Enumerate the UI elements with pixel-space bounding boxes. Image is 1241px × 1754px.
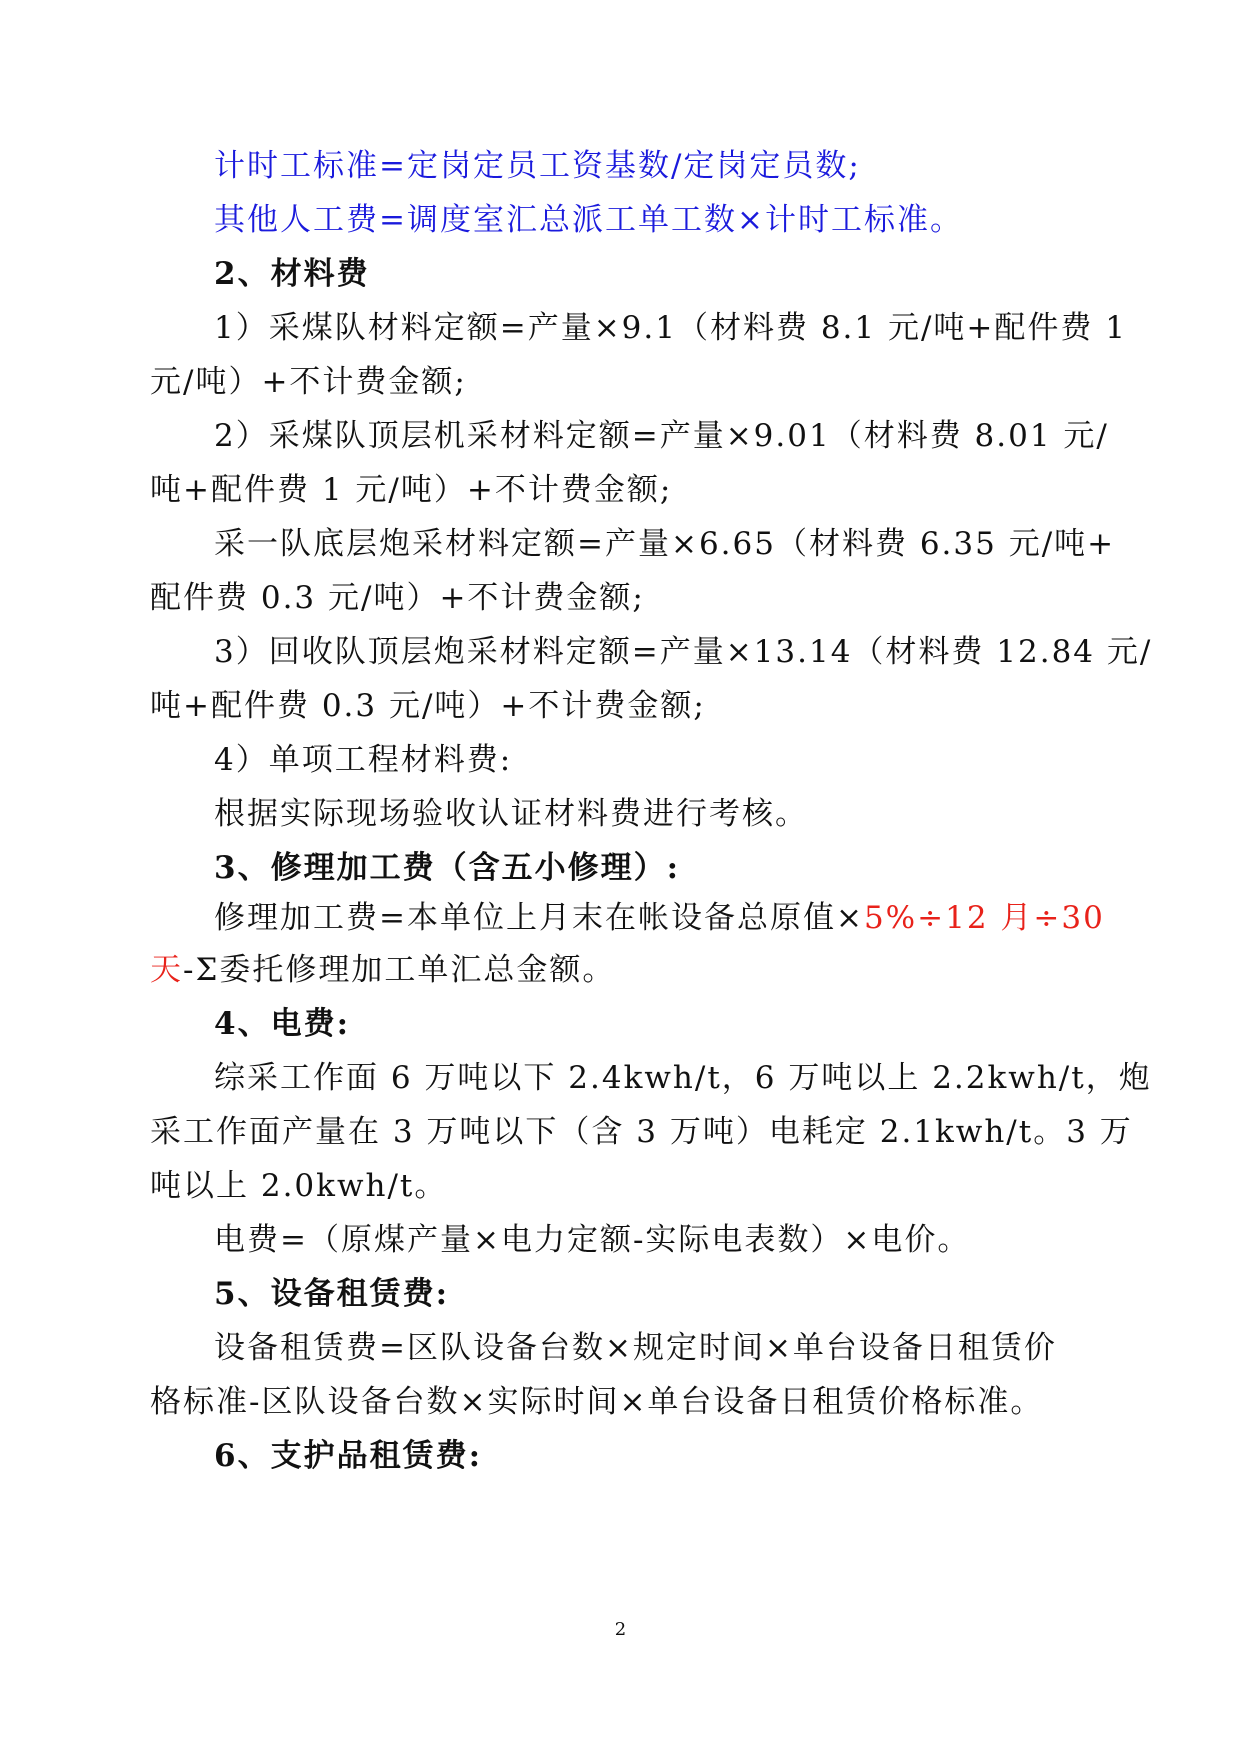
- material-rule-2b-line-2: 配件费 0.3 元/吨）+不计费金额;: [150, 580, 645, 616]
- electricity-rule-line-3: 吨以上 2.0kwh/t。: [150, 1168, 448, 1204]
- material-rule-2-line-1: 2）采煤队顶层机采材料定额=产量×9.01（材料费 8.01 元/: [214, 418, 1109, 454]
- electricity-formula: 电费=（原煤产量×电力定额-实际电表数）×电价。: [214, 1222, 971, 1258]
- formula-hourly-wage-standard: 计时工标准=定岗定员工资基数/定岗定员数;: [214, 148, 861, 184]
- section-heading-repair-cost: 3、修理加工费（含五小修理）:: [214, 850, 681, 886]
- page-number: 2: [614, 1619, 627, 1640]
- section-heading-material-cost: 2、材料费: [214, 256, 370, 292]
- material-rule-3-line-2: 吨+配件费 0.3 元/吨）+不计费金额;: [150, 688, 706, 724]
- repair-formula-highlight: 5%÷12 月÷30: [863, 900, 1105, 936]
- repair-formula-line-2: [150, 950, 1110, 990]
- repair-formula-line-1: [214, 898, 1110, 938]
- material-rule-3-line-1: 3）回收队顶层炮采材料定额=产量×13.14（材料费 12.84 元/: [214, 634, 1153, 670]
- material-rule-4: 4）单项工程材料费:: [214, 742, 513, 778]
- section-heading-electricity-cost: 4、电费:: [214, 1006, 351, 1042]
- repair-formula-highlight-day: 天: [150, 952, 183, 988]
- formula-other-labor-cost: 其他人工费=调度室汇总派工单工数×计时工标准。: [214, 202, 963, 238]
- material-rule-2-line-2: 吨+配件费 1 元/吨）+不计费金额;: [150, 472, 673, 508]
- material-rule-1-line-2: 元/吨）+不计费金额;: [150, 364, 467, 400]
- section-heading-equipment-lease: 5、设备租赁费:: [214, 1276, 450, 1312]
- material-rule-1-line-1: 1）采煤队材料定额=产量×9.1（材料费 8.1 元/吨+配件费 1: [214, 310, 1127, 346]
- equipment-lease-formula-line-1: 设备租赁费=区队设备台数×规定时间×单台设备日租赁价: [214, 1330, 1057, 1366]
- section-heading-support-lease: 6、支护品租赁费:: [214, 1438, 483, 1474]
- electricity-rule-line-1: 综采工作面 6 万吨以下 2.4kwh/t，6 万吨以上 2.2kwh/t，炮: [214, 1060, 1152, 1096]
- repair-formula-text-2: -Σ委托修理加工单汇总金额。: [183, 952, 616, 988]
- equipment-lease-formula-line-2: 格标准-区队设备台数×实际时间×单台设备日租赁价格标准。: [150, 1384, 1044, 1420]
- material-rule-2b-line-1: 采一队底层炮采材料定额=产量×6.65（材料费 6.35 元/吨+: [214, 526, 1116, 562]
- material-rule-4-detail: 根据实际现场验收认证材料费进行考核。: [214, 796, 808, 832]
- repair-formula-text: 修理加工费=本单位上月末在帐设备总原值×: [214, 900, 864, 936]
- electricity-rule-line-2: 采工作面产量在 3 万吨以下（含 3 万吨）电耗定 2.1kwh/t。3 万: [150, 1114, 1133, 1150]
